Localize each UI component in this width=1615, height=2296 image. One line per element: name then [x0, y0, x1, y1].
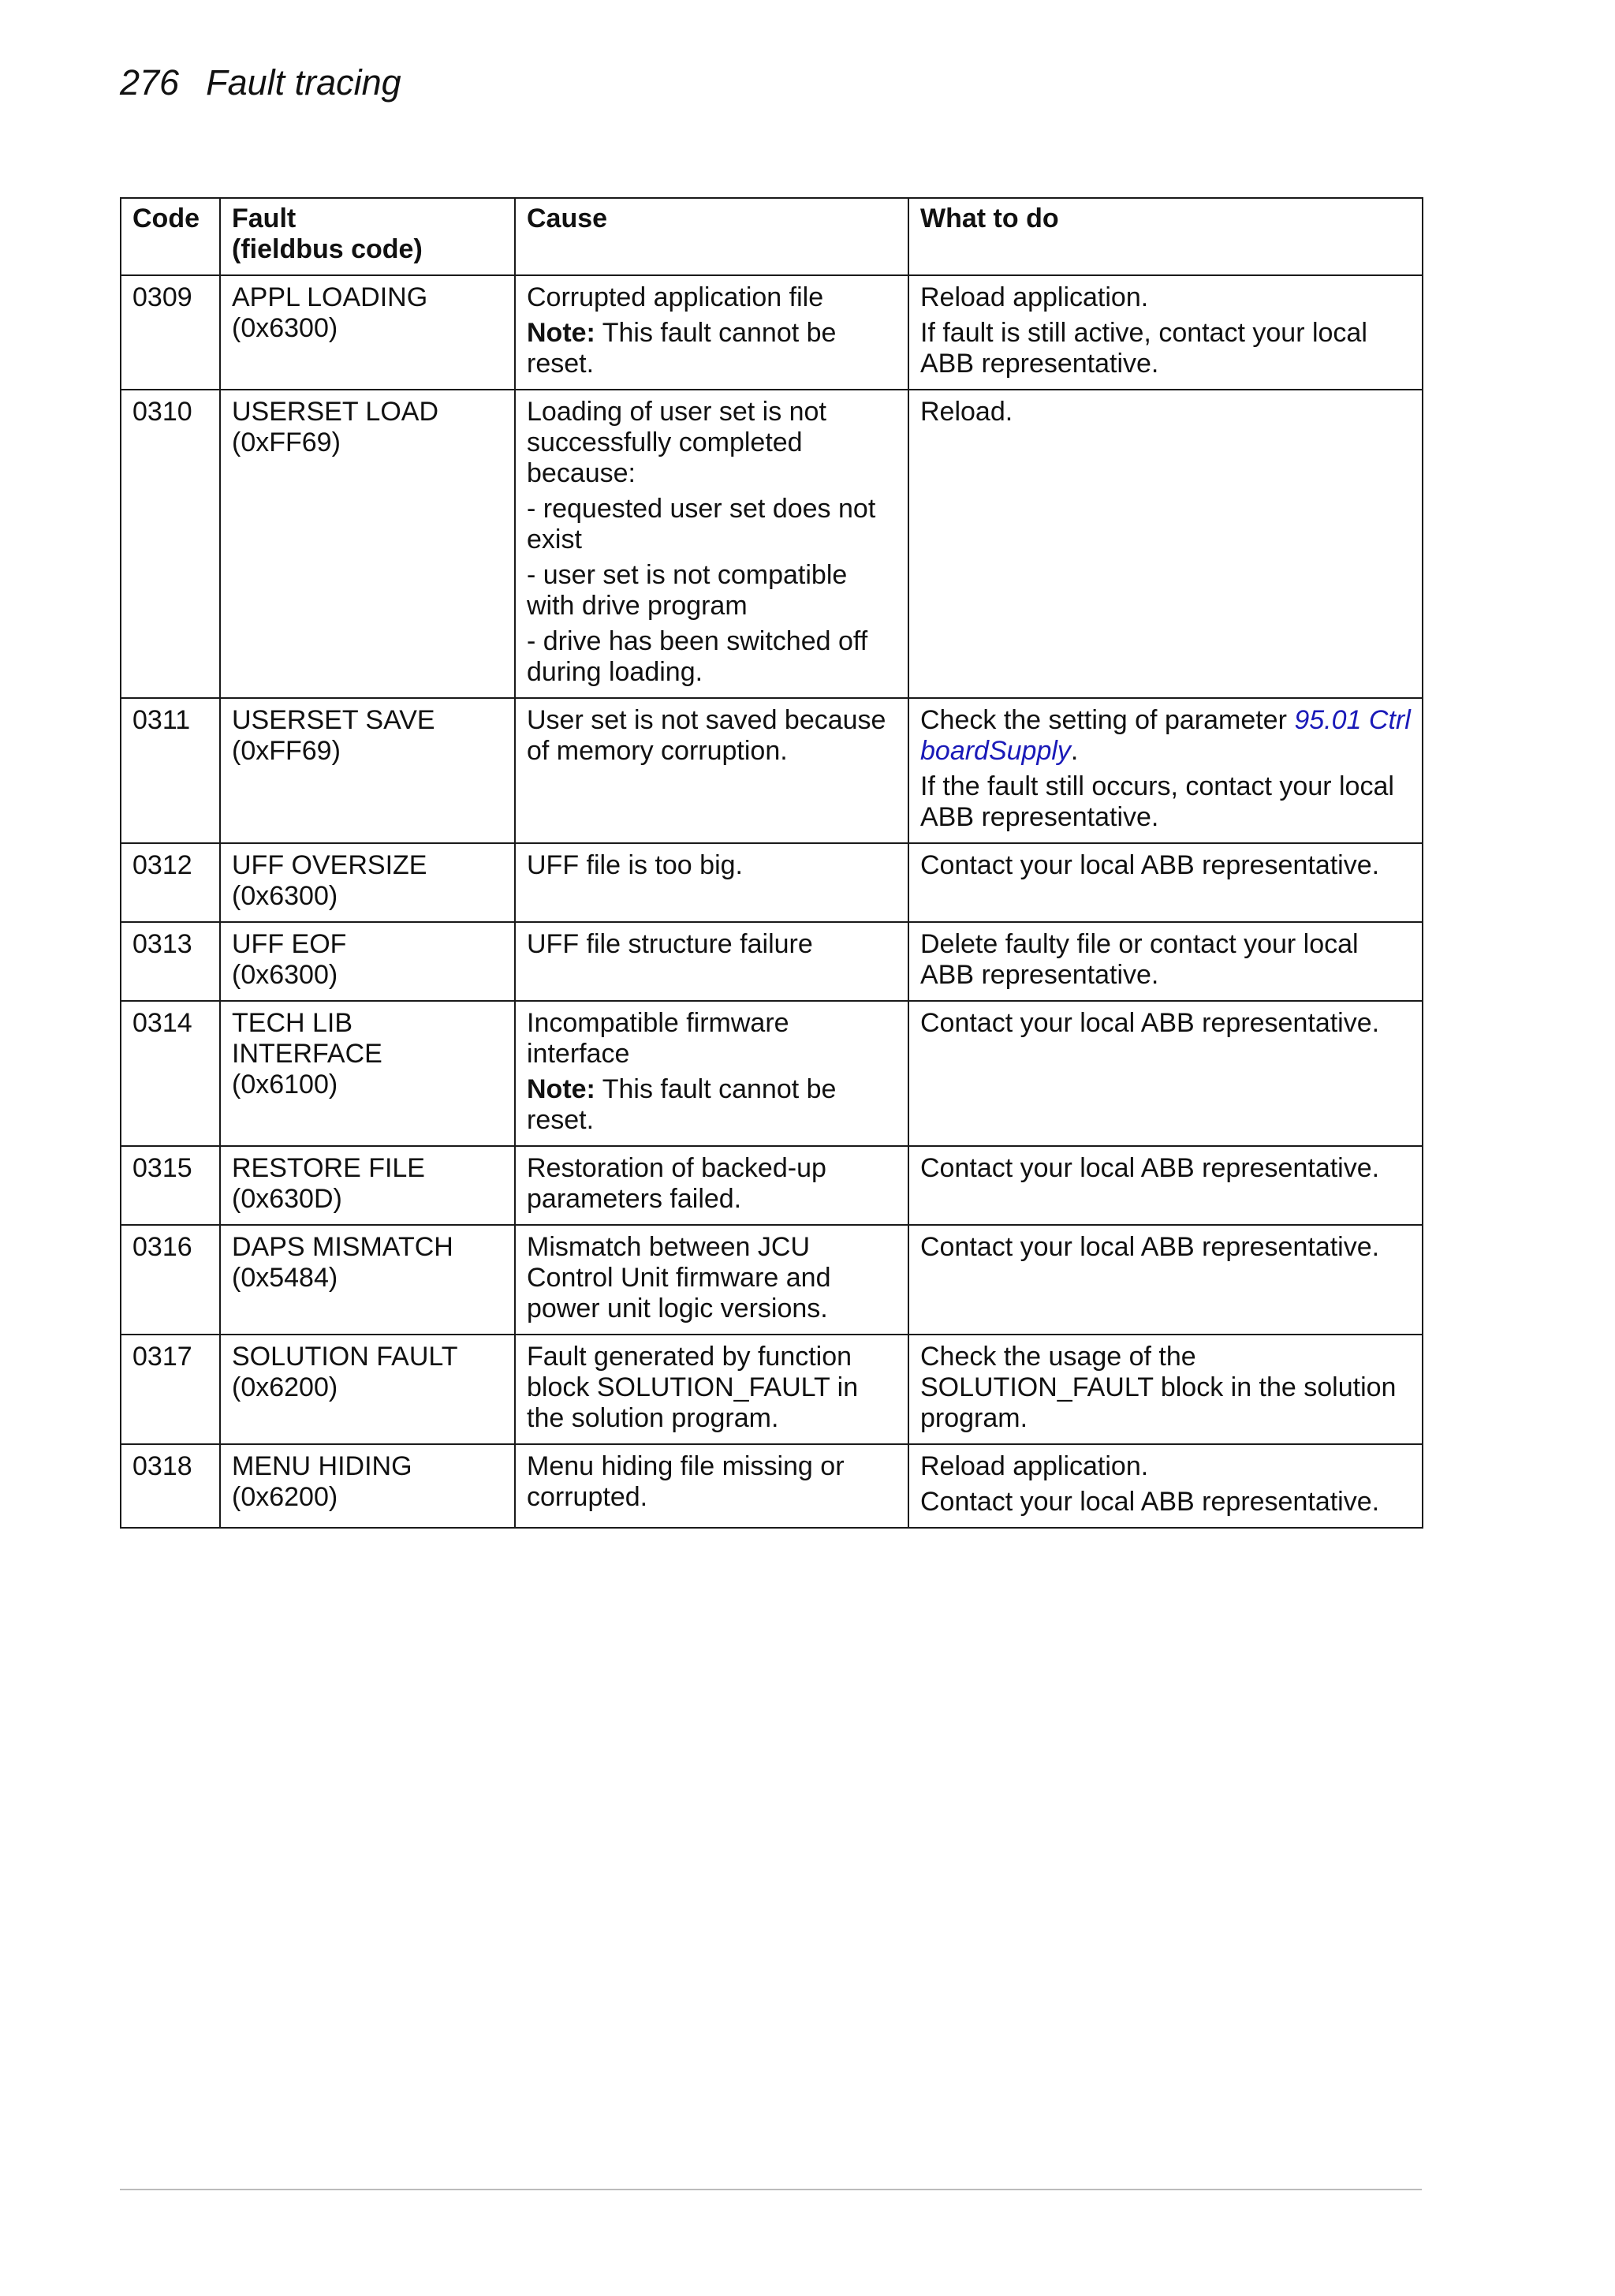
fault-name: UFF OVERSIZE [232, 850, 427, 880]
fault-name-cell [220, 1335, 515, 1444]
fieldbus-code: (0x630D) [232, 1184, 342, 1214]
action-text: Check the usage of the SOLUTION_FAULT block in the solution program. [920, 1342, 1397, 1433]
fieldbus-code: (0x6100) [232, 1070, 338, 1099]
table-row [121, 843, 1423, 922]
cause-cell [515, 1001, 908, 1146]
table-row [121, 1001, 1423, 1146]
cause-text: User set is not saved because of memory corruption. [527, 705, 886, 766]
parameter-link[interactable]: 95.01 Ctrl boardSupply [920, 705, 1411, 766]
action-cell [908, 843, 1423, 922]
fault-name: MENU HIDING [232, 1451, 412, 1481]
fault-table [120, 197, 1423, 1529]
action-text: Contact your local ABB representative. [920, 1232, 1380, 1262]
action-cell [908, 698, 1423, 843]
cause-text: Loading of user set is not successfully completed because: [527, 397, 826, 488]
fieldbus-code: (0x6300) [232, 881, 338, 911]
action-text: Contact your local ABB representative. [920, 1153, 1380, 1183]
action-text: If the fault still occurs, contact your local ABB representative. [920, 771, 1394, 832]
action-cell [908, 1001, 1423, 1146]
table-header-row [121, 198, 1423, 275]
fault-name: USERSET SAVE [232, 705, 435, 735]
note-text: This fault cannot be reset. [527, 318, 837, 379]
fault-code: 0316 [121, 1225, 220, 1335]
page-header [120, 62, 401, 103]
cause-text: - requested user set does not exist [527, 494, 876, 554]
action-cell [908, 390, 1423, 698]
fault-name: TECH LIB INTERFACE [232, 1008, 382, 1069]
fault-name: UFF EOF [232, 929, 347, 959]
table-row [121, 922, 1423, 1001]
action-cell [908, 1444, 1423, 1528]
fieldbus-code: (0x5484) [232, 1263, 338, 1293]
column-header-fault [220, 198, 515, 275]
fault-name-cell [220, 1225, 515, 1335]
action-text: Contact your local ABB representative. [920, 1487, 1380, 1517]
fault-name: DAPS MISMATCH [232, 1232, 453, 1262]
fault-name: USERSET LOAD [232, 397, 439, 427]
action-cell [908, 1146, 1423, 1225]
cause-text: Mismatch between JCU Control Unit firmware and power unit logic versions. [527, 1232, 831, 1323]
table-row [121, 698, 1423, 843]
action-cell [908, 1225, 1423, 1335]
column-header-fault-title: Fault [232, 203, 297, 233]
fieldbus-code: (0xFF69) [232, 736, 341, 766]
cause-text: Fault generated by function block SOLUTION_FAULT in the solution program. [527, 1342, 859, 1433]
fault-name-cell [220, 390, 515, 698]
column-header-code: Code [121, 198, 220, 275]
cause-cell [515, 1146, 908, 1225]
page-number: 276 [120, 62, 180, 103]
cause-cell [515, 1444, 908, 1528]
table-row [121, 1444, 1423, 1528]
cause-text: Incompatible firmware interface [527, 1008, 789, 1069]
column-header-fieldbus: (fieldbus code) [232, 234, 423, 264]
action-suffix: . [1070, 736, 1079, 766]
table-row [121, 390, 1423, 698]
section-title: Fault tracing [206, 62, 401, 103]
fault-name: RESTORE FILE [232, 1153, 425, 1183]
cause-cell [515, 390, 908, 698]
fault-code: 0313 [121, 922, 220, 1001]
fault-name-cell [220, 1146, 515, 1225]
column-header-what-to-do: What to do [908, 198, 1423, 275]
fieldbus-code: (0xFF69) [232, 427, 341, 457]
fieldbus-code: (0x6200) [232, 1372, 338, 1402]
fieldbus-code: (0x6200) [232, 1482, 338, 1512]
fault-code: 0318 [121, 1444, 220, 1528]
cause-text: - drive has been switched off during loading. [527, 626, 868, 687]
fault-name-cell [220, 1001, 515, 1146]
footer-divider [120, 2189, 1422, 2190]
action-text: Reload. [920, 397, 1013, 427]
action-text [920, 705, 1411, 767]
cause-text: Restoration of backed-up parameters failed. [527, 1153, 826, 1214]
action-prefix: Check the setting of parameter [920, 705, 1295, 735]
cause-cell [515, 922, 908, 1001]
cause-text: UFF file is too big. [527, 850, 743, 880]
cause-cell [515, 1225, 908, 1335]
fault-name: APPL LOADING [232, 282, 428, 312]
table-row [121, 1146, 1423, 1225]
action-text: Reload application. [920, 1451, 1149, 1481]
cause-note [527, 1074, 897, 1136]
action-text: Delete faulty file or contact your local ABB representative. [920, 929, 1359, 990]
fieldbus-code: (0x6300) [232, 960, 338, 990]
table-row [121, 275, 1423, 390]
fault-name-cell [220, 922, 515, 1001]
column-header-cause: Cause [515, 198, 908, 275]
cause-text: Corrupted application file [527, 282, 824, 312]
fault-name-cell [220, 1444, 515, 1528]
cause-cell [515, 698, 908, 843]
fault-name-cell [220, 843, 515, 922]
fieldbus-code: (0x6300) [232, 313, 338, 343]
cause-note [527, 318, 897, 379]
table-row [121, 1225, 1423, 1335]
fault-code: 0312 [121, 843, 220, 922]
action-cell [908, 922, 1423, 1001]
fault-code: 0309 [121, 275, 220, 390]
cause-cell [515, 843, 908, 922]
action-text: Contact your local ABB representative. [920, 850, 1380, 880]
fault-code: 0317 [121, 1335, 220, 1444]
note-text: This fault cannot be reset. [527, 1074, 837, 1135]
fault-name: SOLUTION FAULT [232, 1342, 458, 1372]
cause-text: UFF file structure failure [527, 929, 813, 959]
fault-code: 0314 [121, 1001, 220, 1146]
action-cell [908, 1335, 1423, 1444]
note-label: Note: [527, 1074, 595, 1104]
fault-name-cell [220, 698, 515, 843]
cause-text: - user set is not compatible with drive program [527, 560, 848, 621]
cause-cell [515, 275, 908, 390]
action-text: If fault is still active, contact your local ABB representative. [920, 318, 1367, 379]
fault-name-cell [220, 275, 515, 390]
fault-code: 0310 [121, 390, 220, 698]
table-row [121, 1335, 1423, 1444]
action-text: Contact your local ABB representative. [920, 1008, 1380, 1038]
fault-code: 0315 [121, 1146, 220, 1225]
action-cell [908, 275, 1423, 390]
fault-code: 0311 [121, 698, 220, 843]
note-label: Note: [527, 318, 595, 348]
action-text: Reload application. [920, 282, 1149, 312]
cause-text: Menu hiding file missing or corrupted. [527, 1451, 845, 1512]
cause-cell [515, 1335, 908, 1444]
